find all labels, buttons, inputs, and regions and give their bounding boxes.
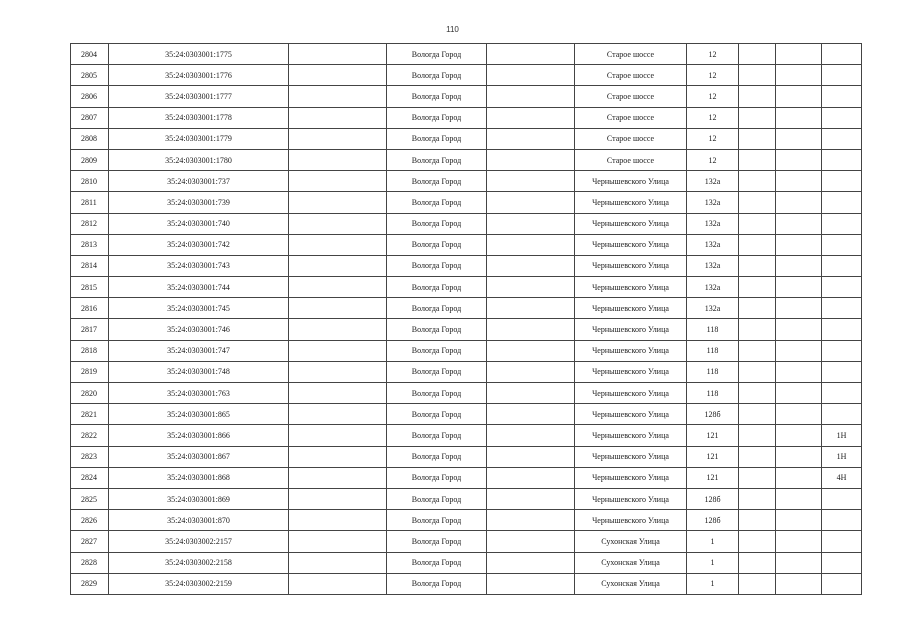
house-number-cell: 1: [687, 531, 739, 552]
record-number-cell: 2827: [71, 531, 109, 552]
empty-cell: [289, 171, 387, 192]
premises-number-cell: [822, 255, 862, 276]
empty-cell: [289, 298, 387, 319]
record-number-cell: 2825: [71, 488, 109, 509]
empty-cell: [739, 171, 776, 192]
table-row: [71, 467, 862, 488]
house-number-cell: 12: [687, 86, 739, 107]
empty-cell: [289, 467, 387, 488]
house-number-cell: 12: [687, 149, 739, 170]
empty-cell: [739, 107, 776, 128]
house-number-cell: 118: [687, 361, 739, 382]
table-row: [71, 340, 862, 361]
table-row: [71, 488, 862, 509]
table-row: [71, 44, 862, 65]
empty-cell: [776, 234, 822, 255]
street-cell: Чернышевского Улица: [575, 298, 687, 319]
city-cell: Вологда Город: [387, 171, 487, 192]
street-cell: Чернышевского Улица: [575, 404, 687, 425]
empty-cell: [487, 446, 575, 467]
empty-cell: [487, 213, 575, 234]
house-number-cell: 132а: [687, 234, 739, 255]
table-row: [71, 298, 862, 319]
empty-cell: [776, 510, 822, 531]
house-number-cell: 132а: [687, 213, 739, 234]
empty-cell: [487, 573, 575, 594]
street-cell: Чернышевского Улица: [575, 425, 687, 446]
empty-cell: [739, 552, 776, 573]
empty-cell: [487, 44, 575, 65]
table-row: [71, 128, 862, 149]
house-number-cell: 1: [687, 552, 739, 573]
street-cell: Чернышевского Улица: [575, 488, 687, 509]
city-cell: Вологда Город: [387, 128, 487, 149]
record-number-cell: 2820: [71, 383, 109, 404]
table-row: [71, 552, 862, 573]
empty-cell: [487, 86, 575, 107]
empty-cell: [289, 213, 387, 234]
record-number-cell: 2819: [71, 361, 109, 382]
cadastral-number-cell: 35:24:0303001:865: [109, 404, 289, 425]
city-cell: Вологда Город: [387, 446, 487, 467]
empty-cell: [776, 107, 822, 128]
street-cell: Старое шоссе: [575, 149, 687, 170]
record-number-cell: 2818: [71, 340, 109, 361]
empty-cell: [776, 319, 822, 340]
empty-cell: [487, 361, 575, 382]
empty-cell: [739, 44, 776, 65]
cadastral-number-cell: 35:24:0303001:742: [109, 234, 289, 255]
empty-cell: [776, 404, 822, 425]
empty-cell: [776, 340, 822, 361]
city-cell: Вологда Город: [387, 44, 487, 65]
record-number-cell: 2817: [71, 319, 109, 340]
street-cell: Сухонская Улица: [575, 552, 687, 573]
street-cell: Сухонская Улица: [575, 573, 687, 594]
empty-cell: [739, 467, 776, 488]
table-row: [71, 425, 862, 446]
premises-number-cell: [822, 361, 862, 382]
cadastral-number-cell: 35:24:0303001:867: [109, 446, 289, 467]
city-cell: Вологда Город: [387, 319, 487, 340]
empty-cell: [776, 298, 822, 319]
record-number-cell: 2812: [71, 213, 109, 234]
empty-cell: [289, 149, 387, 170]
city-cell: Вологда Город: [387, 425, 487, 446]
premises-number-cell: [822, 65, 862, 86]
cadastral-number-cell: 35:24:0303002:2158: [109, 552, 289, 573]
city-cell: Вологда Город: [387, 65, 487, 86]
record-number-cell: 2810: [71, 171, 109, 192]
cadastral-number-cell: 35:24:0303001:1779: [109, 128, 289, 149]
record-number-cell: 2828: [71, 552, 109, 573]
empty-cell: [776, 573, 822, 594]
premises-number-cell: [822, 552, 862, 573]
empty-cell: [289, 277, 387, 298]
street-cell: Чернышевского Улица: [575, 319, 687, 340]
city-cell: Вологда Город: [387, 149, 487, 170]
street-cell: Чернышевского Улица: [575, 340, 687, 361]
city-cell: Вологда Город: [387, 234, 487, 255]
house-number-cell: 118: [687, 319, 739, 340]
cadastral-number-cell: 35:24:0303001:744: [109, 277, 289, 298]
empty-cell: [487, 404, 575, 425]
empty-cell: [487, 340, 575, 361]
table-row: [71, 319, 862, 340]
table-row: [71, 65, 862, 86]
street-cell: Чернышевского Улица: [575, 446, 687, 467]
empty-cell: [289, 255, 387, 276]
cadastral-number-cell: 35:24:0303001:1775: [109, 44, 289, 65]
empty-cell: [289, 234, 387, 255]
empty-cell: [739, 128, 776, 149]
house-number-cell: 118: [687, 340, 739, 361]
empty-cell: [289, 425, 387, 446]
cadastral-number-cell: 35:24:0303001:748: [109, 361, 289, 382]
table-row: [71, 531, 862, 552]
empty-cell: [739, 425, 776, 446]
house-number-cell: 12: [687, 65, 739, 86]
house-number-cell: 1: [687, 573, 739, 594]
empty-cell: [739, 298, 776, 319]
house-number-cell: 12: [687, 44, 739, 65]
street-cell: Сухонская Улица: [575, 531, 687, 552]
record-number-cell: 2807: [71, 107, 109, 128]
house-number-cell: 128б: [687, 510, 739, 531]
cadastral-number-cell: 35:24:0303001:737: [109, 171, 289, 192]
record-number-cell: 2822: [71, 425, 109, 446]
premises-number-cell: [822, 404, 862, 425]
table-row: [71, 573, 862, 594]
empty-cell: [289, 44, 387, 65]
empty-cell: [289, 319, 387, 340]
street-cell: Чернышевского Улица: [575, 234, 687, 255]
empty-cell: [776, 86, 822, 107]
empty-cell: [487, 531, 575, 552]
empty-cell: [776, 44, 822, 65]
premises-number-cell: [822, 128, 862, 149]
premises-number-cell: [822, 44, 862, 65]
cadastral-number-cell: 35:24:0303001:745: [109, 298, 289, 319]
record-number-cell: 2805: [71, 65, 109, 86]
street-cell: Старое шоссе: [575, 128, 687, 149]
table-row: [71, 234, 862, 255]
record-number-cell: 2814: [71, 255, 109, 276]
cadastral-number-cell: 35:24:0303001:1777: [109, 86, 289, 107]
city-cell: Вологда Город: [387, 277, 487, 298]
empty-cell: [739, 277, 776, 298]
empty-cell: [487, 65, 575, 86]
premises-number-cell: [822, 531, 862, 552]
cadastral-number-cell: 35:24:0303001:1776: [109, 65, 289, 86]
city-cell: Вологда Город: [387, 552, 487, 573]
empty-cell: [487, 425, 575, 446]
empty-cell: [289, 510, 387, 531]
house-number-cell: 12: [687, 128, 739, 149]
empty-cell: [776, 425, 822, 446]
house-number-cell: 128б: [687, 404, 739, 425]
empty-cell: [289, 192, 387, 213]
empty-cell: [776, 277, 822, 298]
premises-number-cell: [822, 298, 862, 319]
street-cell: Старое шоссе: [575, 44, 687, 65]
empty-cell: [776, 171, 822, 192]
record-number-cell: 2826: [71, 510, 109, 531]
table-row: [71, 86, 862, 107]
cadastral-number-cell: 35:24:0303001:747: [109, 340, 289, 361]
empty-cell: [289, 107, 387, 128]
empty-cell: [487, 277, 575, 298]
empty-cell: [739, 531, 776, 552]
cadastral-number-cell: 35:24:0303001:870: [109, 510, 289, 531]
premises-number-cell: [822, 86, 862, 107]
table-row: [71, 149, 862, 170]
empty-cell: [776, 255, 822, 276]
record-number-cell: 2808: [71, 128, 109, 149]
cadastral-number-cell: 35:24:0303002:2157: [109, 531, 289, 552]
premises-number-cell: [822, 192, 862, 213]
empty-cell: [289, 86, 387, 107]
table-row: [71, 277, 862, 298]
empty-cell: [739, 192, 776, 213]
city-cell: Вологда Город: [387, 531, 487, 552]
house-number-cell: 132а: [687, 255, 739, 276]
empty-cell: [289, 65, 387, 86]
city-cell: Вологда Город: [387, 573, 487, 594]
table-row: [71, 213, 862, 234]
cadastral-number-cell: 35:24:0303001:746: [109, 319, 289, 340]
city-cell: Вологда Город: [387, 361, 487, 382]
city-cell: Вологда Город: [387, 107, 487, 128]
empty-cell: [487, 510, 575, 531]
empty-cell: [289, 383, 387, 404]
city-cell: Вологда Город: [387, 383, 487, 404]
empty-cell: [776, 149, 822, 170]
empty-cell: [289, 446, 387, 467]
empty-cell: [487, 234, 575, 255]
empty-cell: [487, 149, 575, 170]
cadastral-number-cell: 35:24:0303002:2159: [109, 573, 289, 594]
record-number-cell: 2804: [71, 44, 109, 65]
cadastral-number-cell: 35:24:0303001:1780: [109, 149, 289, 170]
empty-cell: [776, 128, 822, 149]
city-cell: Вологда Город: [387, 404, 487, 425]
empty-cell: [487, 192, 575, 213]
city-cell: Вологда Город: [387, 298, 487, 319]
empty-cell: [289, 340, 387, 361]
premises-number-cell: [822, 340, 862, 361]
premises-number-cell: [822, 213, 862, 234]
empty-cell: [776, 552, 822, 573]
cadastral-number-cell: 35:24:0303001:739: [109, 192, 289, 213]
street-cell: Чернышевского Улица: [575, 213, 687, 234]
cadastral-number-cell: 35:24:0303001:740: [109, 213, 289, 234]
house-number-cell: 132а: [687, 298, 739, 319]
table-row: [71, 404, 862, 425]
premises-number-cell: [822, 149, 862, 170]
empty-cell: [739, 319, 776, 340]
street-cell: Чернышевского Улица: [575, 510, 687, 531]
street-cell: Чернышевского Улица: [575, 361, 687, 382]
premises-number-cell: 4Н: [822, 467, 862, 488]
empty-cell: [487, 552, 575, 573]
premises-number-cell: [822, 488, 862, 509]
street-cell: Старое шоссе: [575, 86, 687, 107]
table-row: [71, 510, 862, 531]
registry-table-body: [71, 44, 862, 595]
street-cell: Старое шоссе: [575, 65, 687, 86]
house-number-cell: 128б: [687, 488, 739, 509]
empty-cell: [739, 340, 776, 361]
house-number-cell: 12: [687, 107, 739, 128]
empty-cell: [739, 234, 776, 255]
premises-number-cell: [822, 319, 862, 340]
house-number-cell: 121: [687, 467, 739, 488]
premises-number-cell: 1Н: [822, 425, 862, 446]
empty-cell: [739, 404, 776, 425]
empty-cell: [289, 361, 387, 382]
house-number-cell: 121: [687, 425, 739, 446]
empty-cell: [739, 149, 776, 170]
record-number-cell: 2813: [71, 234, 109, 255]
street-cell: Чернышевского Улица: [575, 255, 687, 276]
empty-cell: [487, 255, 575, 276]
record-number-cell: 2816: [71, 298, 109, 319]
empty-cell: [289, 404, 387, 425]
page-number: 110: [446, 25, 459, 34]
city-cell: Вологда Город: [387, 255, 487, 276]
city-cell: Вологда Город: [387, 510, 487, 531]
empty-cell: [739, 86, 776, 107]
record-number-cell: 2806: [71, 86, 109, 107]
empty-cell: [487, 467, 575, 488]
city-cell: Вологда Город: [387, 340, 487, 361]
empty-cell: [487, 319, 575, 340]
empty-cell: [739, 361, 776, 382]
table-row: [71, 383, 862, 404]
empty-cell: [289, 531, 387, 552]
cadastral-number-cell: 35:24:0303001:1778: [109, 107, 289, 128]
empty-cell: [487, 128, 575, 149]
record-number-cell: 2811: [71, 192, 109, 213]
empty-cell: [739, 213, 776, 234]
empty-cell: [776, 446, 822, 467]
empty-cell: [289, 488, 387, 509]
table-row: [71, 107, 862, 128]
record-number-cell: 2823: [71, 446, 109, 467]
cadastral-number-cell: 35:24:0303001:868: [109, 467, 289, 488]
empty-cell: [487, 488, 575, 509]
city-cell: Вологда Город: [387, 86, 487, 107]
record-number-cell: 2809: [71, 149, 109, 170]
premises-number-cell: [822, 510, 862, 531]
street-cell: Чернышевского Улица: [575, 467, 687, 488]
house-number-cell: 132а: [687, 171, 739, 192]
registry-table: [70, 43, 862, 595]
empty-cell: [739, 510, 776, 531]
city-cell: Вологда Город: [387, 467, 487, 488]
empty-cell: [776, 192, 822, 213]
premises-number-cell: [822, 277, 862, 298]
cadastral-number-cell: 35:24:0303001:869: [109, 488, 289, 509]
empty-cell: [776, 65, 822, 86]
house-number-cell: 118: [687, 383, 739, 404]
premises-number-cell: 1Н: [822, 446, 862, 467]
empty-cell: [487, 298, 575, 319]
empty-cell: [289, 552, 387, 573]
empty-cell: [739, 573, 776, 594]
empty-cell: [739, 383, 776, 404]
empty-cell: [776, 488, 822, 509]
premises-number-cell: [822, 171, 862, 192]
empty-cell: [487, 383, 575, 404]
empty-cell: [739, 65, 776, 86]
house-number-cell: 121: [687, 446, 739, 467]
empty-cell: [776, 383, 822, 404]
street-cell: Чернышевского Улица: [575, 277, 687, 298]
table-row: [71, 171, 862, 192]
empty-cell: [776, 213, 822, 234]
empty-cell: [739, 255, 776, 276]
record-number-cell: 2824: [71, 467, 109, 488]
city-cell: Вологда Город: [387, 213, 487, 234]
empty-cell: [739, 446, 776, 467]
empty-cell: [289, 573, 387, 594]
empty-cell: [776, 531, 822, 552]
premises-number-cell: [822, 573, 862, 594]
record-number-cell: 2829: [71, 573, 109, 594]
record-number-cell: 2815: [71, 277, 109, 298]
cadastral-number-cell: 35:24:0303001:743: [109, 255, 289, 276]
empty-cell: [289, 128, 387, 149]
empty-cell: [776, 361, 822, 382]
street-cell: Чернышевского Улица: [575, 171, 687, 192]
street-cell: Чернышевского Улица: [575, 192, 687, 213]
city-cell: Вологда Город: [387, 192, 487, 213]
table-row: [71, 361, 862, 382]
street-cell: Чернышевского Улица: [575, 383, 687, 404]
street-cell: Старое шоссе: [575, 107, 687, 128]
empty-cell: [487, 107, 575, 128]
table-row: [71, 255, 862, 276]
empty-cell: [487, 171, 575, 192]
city-cell: Вологда Город: [387, 488, 487, 509]
premises-number-cell: [822, 383, 862, 404]
table-row: [71, 446, 862, 467]
record-number-cell: 2821: [71, 404, 109, 425]
premises-number-cell: [822, 234, 862, 255]
premises-number-cell: [822, 107, 862, 128]
house-number-cell: 132а: [687, 192, 739, 213]
empty-cell: [739, 488, 776, 509]
table-row: [71, 192, 862, 213]
cadastral-number-cell: 35:24:0303001:763: [109, 383, 289, 404]
empty-cell: [776, 467, 822, 488]
cadastral-number-cell: 35:24:0303001:866: [109, 425, 289, 446]
house-number-cell: 132а: [687, 277, 739, 298]
